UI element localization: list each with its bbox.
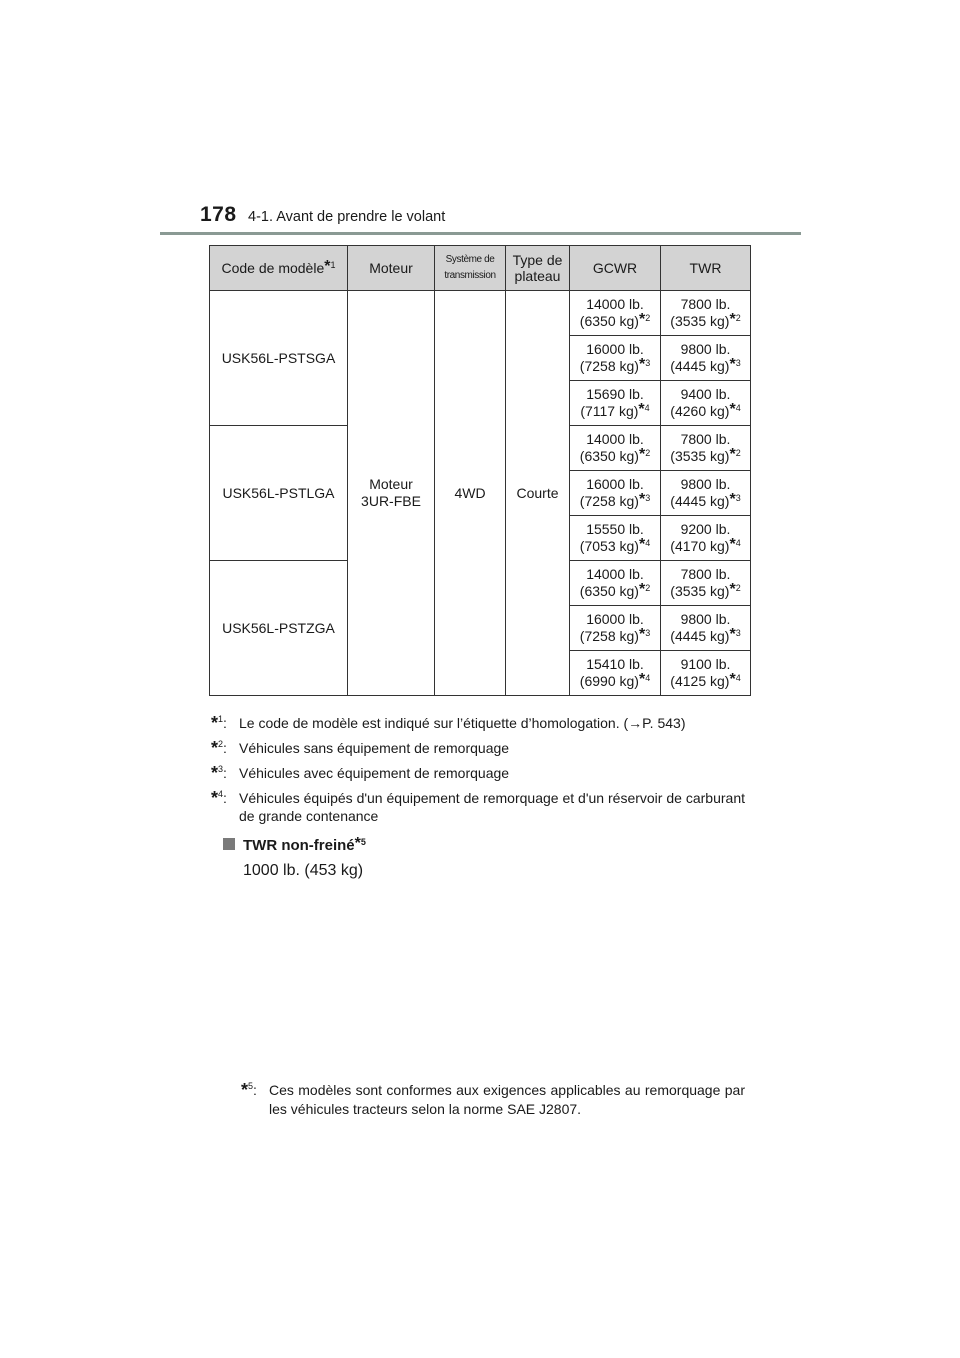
- model-code-cell: USK56L-PSTSGA: [210, 291, 348, 426]
- gcwr-cell: 14000 lb. (6350 kg)*$^2$: [570, 561, 661, 606]
- header-gcwr: GCWR: [570, 246, 661, 291]
- page-header: [160, 203, 801, 235]
- table-body: [210, 291, 751, 696]
- drivetrain-cell: 4WD: [435, 291, 506, 696]
- twr-cell: 7800 lb. (3535 kg)*$^2$: [661, 426, 751, 471]
- twr-cell: 9800 lb. (4445 kg)*$^3$: [661, 471, 751, 516]
- section-title: 4-1. Avant de prendre le volant: [248, 209, 446, 225]
- footnote-5: *$^5$: Ces modèles sont conformes aux exigences applicables au remorquage par les véhicules tracteurs selon la norme SAE J2807.: [241, 1080, 745, 1117]
- twr-cell: 9800 lb. (4445 kg)*$^3$: [661, 336, 751, 381]
- twr-cell: 9800 lb. (4445 kg)*$^3$: [661, 606, 751, 651]
- header-twr: TWR: [661, 246, 751, 291]
- table-header-row: [210, 246, 751, 291]
- towing-spec-table: [209, 245, 751, 696]
- gcwr-cell: 16000 lb. (7258 kg)*$^3$: [570, 336, 661, 381]
- header-transmission: Système de transmission: [435, 246, 506, 291]
- engine-cell: Moteur 3UR-FBE: [348, 291, 435, 696]
- gcwr-cell: 15550 lb. (7053 kg)*$^4$: [570, 516, 661, 561]
- header-model-code: Code de modèle*$^1$: [210, 246, 348, 291]
- gcwr-cell: 16000 lb. (7258 kg)*$^3$: [570, 606, 661, 651]
- model-code-cell: USK56L-PSTLGA: [210, 426, 348, 561]
- footnote-2: *$^2$: Véhicules sans équipement de remorquage: [211, 738, 510, 758]
- gcwr-cell: 16000 lb. (7258 kg)*$^3$: [570, 471, 661, 516]
- twr-cell: 9400 lb. (4260 kg)*$^4$: [661, 381, 751, 426]
- bed-type-cell: Courte: [506, 291, 570, 696]
- twr-cell: 7800 lb. (3535 kg)*$^2$: [661, 291, 751, 336]
- unbraked-twr-heading: TWR non-freiné*$^5$: [223, 837, 366, 854]
- twr-cell: 9100 lb. (4125 kg)*$^4$: [661, 651, 751, 696]
- square-bullet-icon: [223, 838, 235, 850]
- twr-cell: 7800 lb. (3535 kg)*$^2$: [661, 561, 751, 606]
- table-row: [210, 291, 751, 336]
- unbraked-twr-value: 1000 lb. (453 kg): [243, 862, 364, 879]
- twr-cell: 9200 lb. (4170 kg)*$^4$: [661, 516, 751, 561]
- gcwr-cell: 15410 lb. (6990 kg)*$^4$: [570, 651, 661, 696]
- header-bed-type: Type de plateau: [506, 246, 570, 291]
- footnote-1: *$^1$: Le code de modèle est indiqué sur l’étiquette d’homologation. (→P. 543): [211, 713, 686, 733]
- footnote-3: *$^3$: Véhicules avec équipement de remorquage: [211, 763, 510, 783]
- header-rule: [160, 232, 801, 235]
- gcwr-cell: 15690 lb. (7117 kg)*$^4$: [570, 381, 661, 426]
- gcwr-cell: 14000 lb. (6350 kg)*$^2$: [570, 291, 661, 336]
- model-code-cell: USK56L-PSTZGA: [210, 561, 348, 696]
- footnote-4: *$^4$: Véhicules équipés d'un équipement de remorquage et d'un réservoir de carburant de grande contenance: [211, 788, 745, 824]
- gcwr-cell: 14000 lb. (6350 kg)*$^2$: [570, 426, 661, 471]
- page-number: 178: [200, 203, 237, 226]
- footnotes: [211, 714, 745, 832]
- header-engine: Moteur: [348, 246, 435, 291]
